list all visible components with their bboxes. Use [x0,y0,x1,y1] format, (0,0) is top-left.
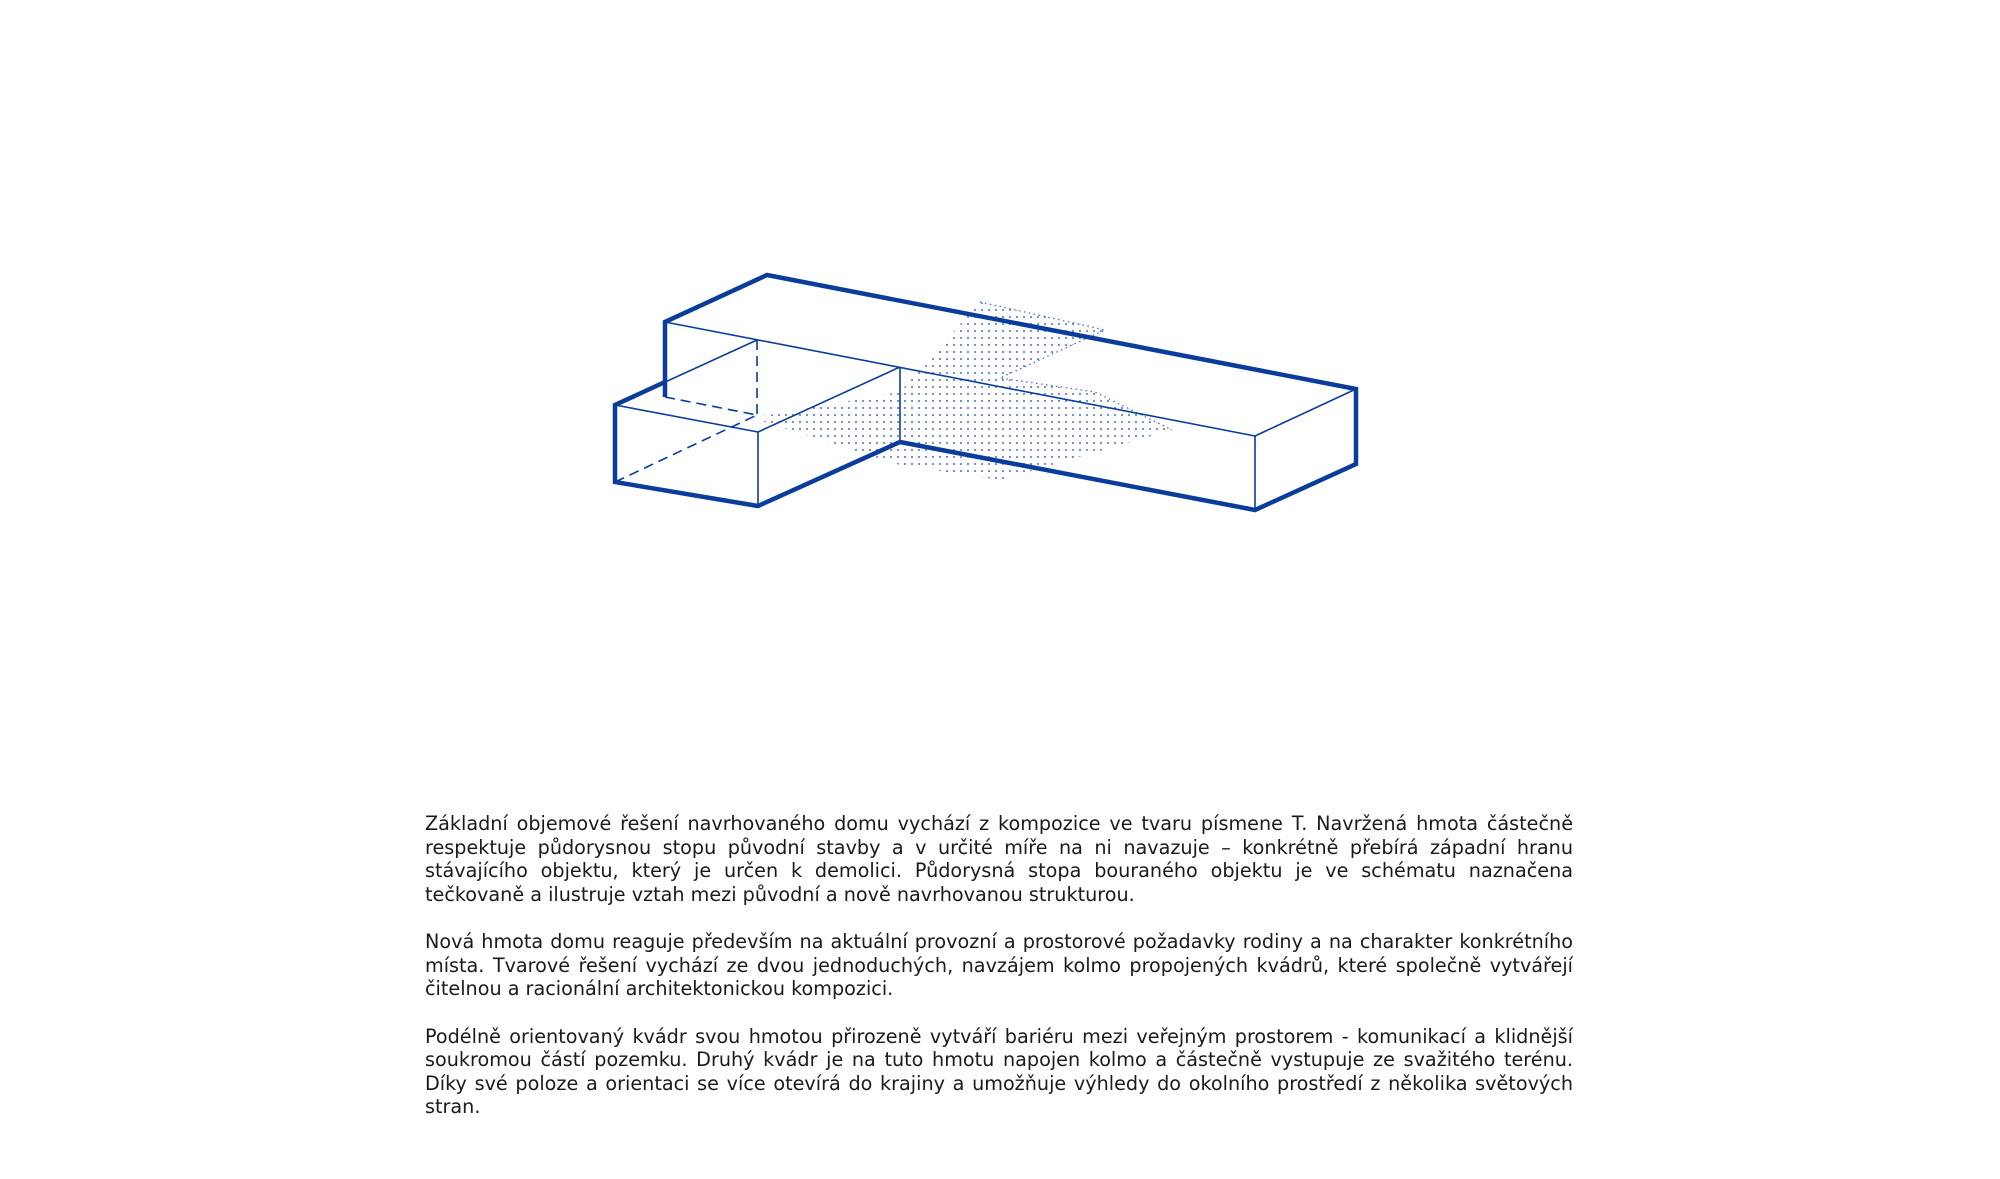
description-text [425,812,1573,1143]
hidden-edges [615,340,757,482]
paragraph-1: Základní objemové řešení navrhovaného domu vychází z kompozice ve tvaru písmene T. Navržená hmota částečně respektuje půdorysnou stopu původní stavby a v určité míře na ni navazuje – konkrétně přebírá západní hranu stávajícího objektu, který je určen k demolici. Půdorysná stopa bouraného objektu je ve schématu naznačena tečkovaně a ilustruje vztah mezi původní a nově navrhovanou strukturou. [425,812,1573,906]
paragraph-3: Podélně orientovaný kvádr svou hmotou přirozeně vytváří bariéru mezi veřejným prostorem - komunikací a klidnější soukromou částí pozemku. Druhý kvádr je na tuto hmotu napojen kolmo a částečně vystupuje ze svažitého terénu. Díky své poloze a orientaci se více otevírá do krajiny a umožňuje výhledy do okolního prostředí z několika světových stran. [425,1024,1573,1118]
paragraph-2: Nová hmota domu reaguje především na aktuální provozní a prostorové požadavky rodiny a na charakter konkrétního místa. Tvarové řešení vychází ze dvou jednoduchých, navzájem kolmo propojených kvádrů, které společně vytvářejí čitelnou a racionální architektonickou kompozici. [425,930,1573,1000]
